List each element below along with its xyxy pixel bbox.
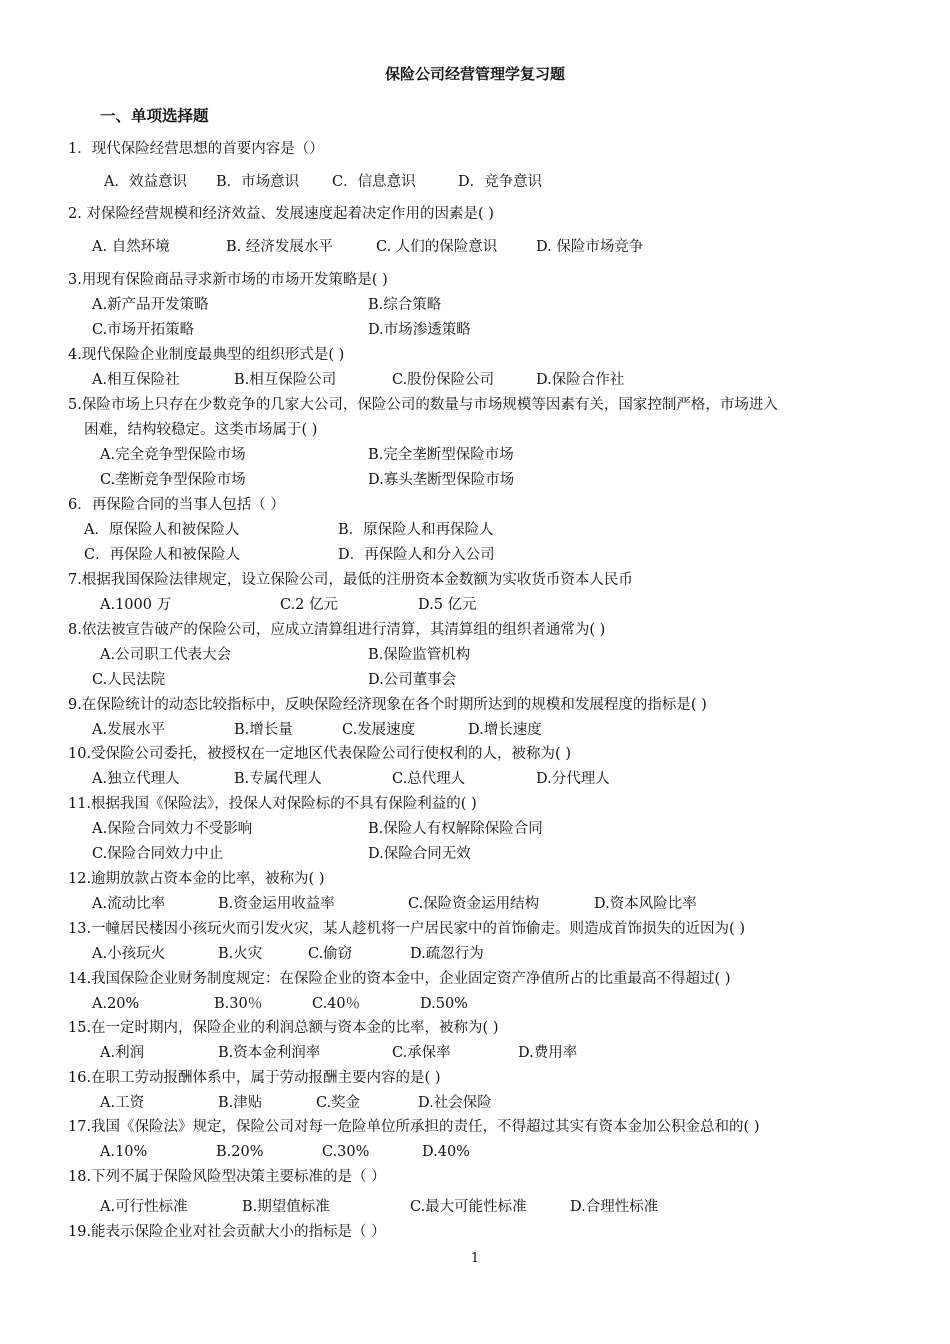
option: D．竞争意识: [458, 174, 543, 190]
option: D.5 亿元: [418, 597, 477, 613]
section-heading: 一、单项选择题: [100, 106, 209, 125]
option: A.流动比率: [92, 896, 166, 912]
option: D.资本风险比率: [594, 896, 697, 912]
option: C.40％: [312, 996, 361, 1012]
question-3: 3.用现有保险商品寻求新市场的市场开发策略是( ): [68, 272, 388, 288]
question-16: 16.在职工劳动报酬体系中，属于劳动报酬主要内容的是( ): [68, 1070, 441, 1086]
option: D.寡头垄断型保险市场: [368, 472, 515, 488]
question-17: 17.我国《保险法》规定，保险公司对每一危险单位所承担的责任，不得超过其实有资本金加公积金总和的( ): [68, 1119, 760, 1135]
option: D.公司董事会: [368, 672, 457, 688]
option: B.相互保险公司: [234, 372, 337, 388]
option: D.50%: [420, 996, 468, 1012]
option: D.市场渗透策略: [368, 322, 471, 338]
option: D．再保险人和分入公司: [338, 547, 495, 563]
option: D.保险合作社: [536, 372, 625, 388]
question-12: 12.逾期放款占资本金的比率，被称为( ): [68, 871, 325, 887]
option: C.发展速度: [342, 722, 416, 738]
option: D.费用率: [518, 1045, 578, 1061]
question-5-cont: 困难，结构较稳定。这类市场属于( ): [84, 422, 318, 438]
option: C.保险合同效力中止: [92, 846, 224, 862]
question-2: 2. 对保险经营规模和经济效益、发展速度起着决定作用的因素是( ): [68, 206, 494, 222]
option: B.资本金利润率: [218, 1045, 321, 1061]
question-19: 19.能表示保险企业对社会贡献大小的指标是（ ）: [68, 1224, 386, 1240]
question-8: 8.依法被宣告破产的保险公司，应成立清算组进行清算，其清算组的组织者通常为( ): [68, 622, 606, 638]
option: C．信息意识: [332, 174, 416, 190]
option: A.公司职工代表大会: [100, 647, 232, 663]
option: A.独立代理人: [92, 771, 180, 787]
option: C.垄断竞争型保险市场: [100, 472, 246, 488]
option: D.保险合同无效: [368, 846, 471, 862]
option: B.完全垄断型保险市场: [368, 447, 514, 463]
option: A.完全竞争型保险市场: [100, 447, 246, 463]
option: A.相互保险社: [92, 372, 180, 388]
option: B.火灾: [218, 946, 263, 962]
option: D.增长速度: [468, 722, 542, 738]
option: C.总代理人: [392, 771, 466, 787]
option: B．原保险人和再保险人: [338, 522, 494, 538]
option: C.30%: [322, 1144, 370, 1160]
question-7: 7.根据我国保险法律规定，设立保险公司，最低的注册资本金数额为实收货币资本人民币: [68, 572, 633, 588]
question-10: 10.受保险公司委托，被授权在一定地区代表保险公司行使权利的人，被称为( ): [68, 746, 571, 762]
question-9: 9.在保险统计的动态比较指标中，反映保险经济现象在各个时期所达到的规模和发展程度的指标是( ): [68, 697, 707, 713]
option: D.合理性标准: [570, 1199, 659, 1215]
option: B. 经济发展水平: [226, 239, 333, 255]
option: C.人民法院: [92, 672, 166, 688]
option: D.社会保险: [418, 1095, 492, 1111]
question-5: 5.保险市场上只存在少数竞争的几家大公司，保险公司的数量与市场规模等因素有关，国家控制严格，市场进入: [68, 397, 778, 413]
option: B.专属代理人: [234, 771, 322, 787]
question-11: 11.根据我国《保险法》，投保人对保险标的不具有保险利益的( ): [68, 796, 477, 812]
option: B.30％: [214, 996, 263, 1012]
question-14: 14.我国保险企业财务制度规定：在保险企业的资本金中，企业固定资产净值所占的比重最高不得超过( ): [68, 971, 731, 987]
question-6: 6．再保险合同的当事人包括（ ）: [68, 497, 285, 513]
option: B.保险人有权解除保险合同: [368, 821, 543, 837]
question-13: 13.一幢居民楼因小孩玩火而引发火灾，某人趁机将一户居民家中的首饰偷走。则造成首饰损失的近因为( ): [68, 921, 745, 937]
question-18: 18.下列不属于保险风险型决策主要标准的是（ ）: [68, 1169, 386, 1185]
option: C．再保险人和被保险人: [84, 547, 241, 563]
option: D.40%: [422, 1144, 470, 1160]
option: A.20%: [92, 996, 140, 1012]
option: C.股份保险公司: [392, 372, 495, 388]
option: A.可行性标准: [100, 1199, 188, 1215]
option: B.增长量: [234, 722, 293, 738]
option: A.小孩玩火: [92, 946, 166, 962]
option: B.津贴: [218, 1095, 263, 1111]
question-4: 4.现代保险企业制度最典型的组织形式是( ): [68, 347, 345, 363]
question-15: 15.在一定时期内，保险企业的利润总额与资本金的比率，被称为( ): [68, 1020, 499, 1036]
option: A.利润: [100, 1045, 145, 1061]
option: C.市场开拓策略: [92, 322, 195, 338]
option: B.20%: [216, 1144, 264, 1160]
option: A.新产品开发策略: [92, 297, 209, 313]
option: A．效益意识: [104, 174, 187, 190]
question-1: 1．现代保险经营思想的首要内容是（）: [68, 141, 324, 157]
page-title: 保险公司经营管理学复习题: [384, 65, 565, 83]
page-number: 1: [470, 1251, 480, 1266]
option: A．原保险人和被保险人: [84, 522, 240, 538]
option: C.奖金: [316, 1095, 361, 1111]
option: A.保险合同效力不受影响: [92, 821, 253, 837]
option: A.10%: [100, 1144, 148, 1160]
option: B.资金运用收益率: [218, 896, 335, 912]
option: A.工资: [100, 1095, 145, 1111]
option: D.分代理人: [536, 771, 610, 787]
option: A.1000 万: [100, 597, 172, 613]
option: C.保险资金运用结构: [408, 896, 540, 912]
option: B.期望值标准: [242, 1199, 330, 1215]
option: B.保险监管机构: [368, 647, 471, 663]
option: D. 保险市场竞争: [536, 239, 644, 255]
option: C. 人们的保险意识: [376, 239, 498, 255]
option: A. 自然环境: [92, 239, 170, 255]
option: B．市场意识: [216, 174, 300, 190]
option: C.2 亿元: [280, 597, 339, 613]
option: C.最大可能性标准: [410, 1199, 527, 1215]
option: A.发展水平: [92, 722, 166, 738]
option: B.综合策略: [368, 297, 442, 313]
option: C.承保率: [392, 1045, 451, 1061]
option: C.偷窃: [308, 946, 353, 962]
option: D.疏忽行为: [410, 946, 484, 962]
